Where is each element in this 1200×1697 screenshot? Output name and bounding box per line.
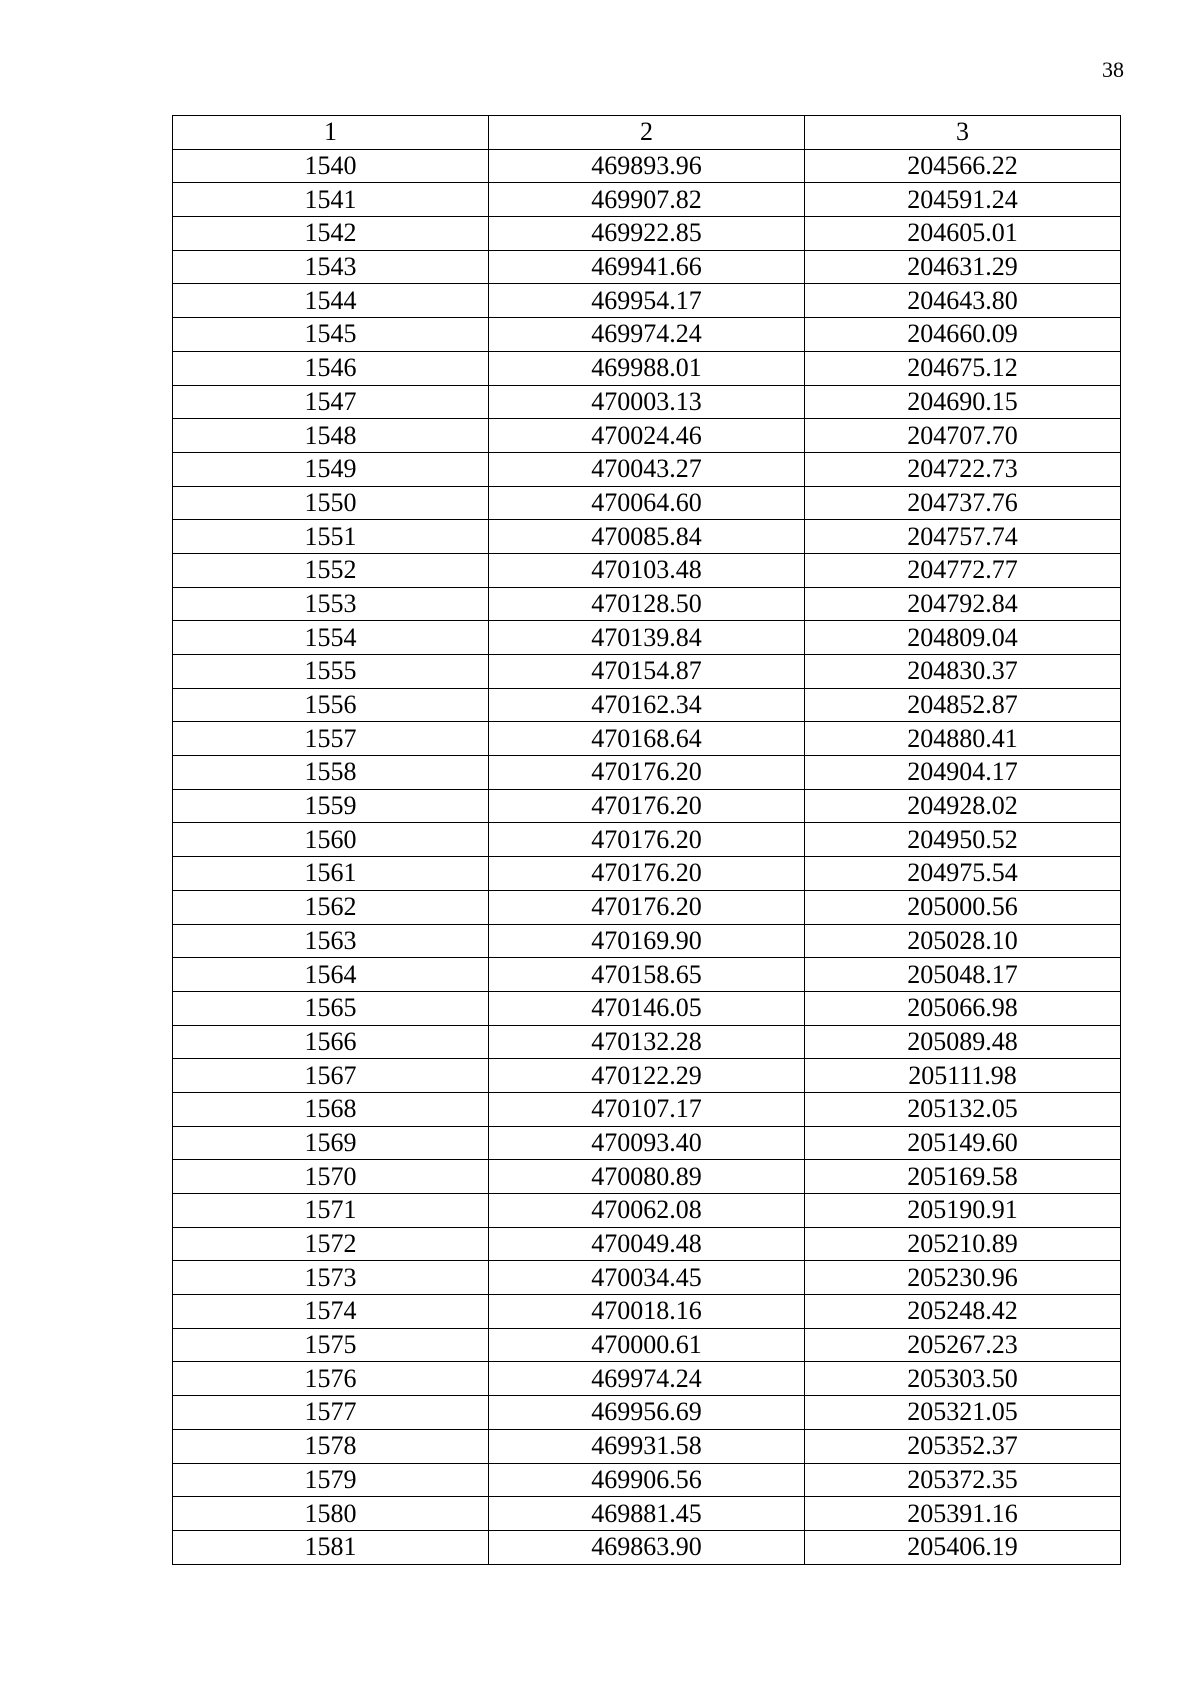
y-coordinate-cell: 205210.89	[805, 1227, 1121, 1261]
y-coordinate-cell: 205391.16	[805, 1497, 1121, 1531]
y-coordinate-cell: 205169.58	[805, 1160, 1121, 1194]
y-coordinate-cell: 205406.19	[805, 1530, 1121, 1564]
x-coordinate-cell: 469974.24	[489, 318, 805, 352]
point-number-cell: 1550	[173, 486, 489, 520]
point-number-cell: 1555	[173, 655, 489, 689]
point-number-cell: 1581	[173, 1530, 489, 1564]
x-coordinate-cell: 470103.48	[489, 553, 805, 587]
point-number-cell: 1573	[173, 1261, 489, 1295]
table-row	[173, 452, 1121, 486]
column-header-3: 3	[805, 116, 1121, 150]
table-row	[173, 553, 1121, 587]
y-coordinate-cell: 205303.50	[805, 1362, 1121, 1396]
point-number-cell: 1551	[173, 520, 489, 554]
point-number-cell: 1556	[173, 688, 489, 722]
table-row	[173, 1092, 1121, 1126]
y-coordinate-cell: 204975.54	[805, 857, 1121, 891]
table-row	[173, 1429, 1121, 1463]
y-coordinate-cell: 205048.17	[805, 958, 1121, 992]
point-number-cell: 1543	[173, 250, 489, 284]
y-coordinate-cell: 205248.42	[805, 1295, 1121, 1329]
x-coordinate-cell: 469956.69	[489, 1396, 805, 1430]
y-coordinate-cell: 205000.56	[805, 890, 1121, 924]
x-coordinate-cell: 470139.84	[489, 621, 805, 655]
x-coordinate-cell: 470107.17	[489, 1092, 805, 1126]
y-coordinate-cell: 205028.10	[805, 924, 1121, 958]
x-coordinate-cell: 470176.20	[489, 756, 805, 790]
point-number-cell: 1545	[173, 318, 489, 352]
x-coordinate-cell: 470168.64	[489, 722, 805, 756]
table-body	[173, 149, 1121, 1564]
table-row	[173, 1530, 1121, 1564]
x-coordinate-cell: 470176.20	[489, 789, 805, 823]
y-coordinate-cell: 205321.05	[805, 1396, 1121, 1430]
point-number-cell: 1565	[173, 991, 489, 1025]
point-number-cell: 1548	[173, 419, 489, 453]
y-coordinate-cell: 205267.23	[805, 1328, 1121, 1362]
y-coordinate-cell: 205132.05	[805, 1092, 1121, 1126]
table-row	[173, 1396, 1121, 1430]
y-coordinate-cell: 204852.87	[805, 688, 1121, 722]
point-number-cell: 1580	[173, 1497, 489, 1531]
y-coordinate-cell: 205352.37	[805, 1429, 1121, 1463]
y-coordinate-cell: 204690.15	[805, 385, 1121, 419]
y-coordinate-cell: 205111.98	[805, 1059, 1121, 1093]
x-coordinate-cell: 470018.16	[489, 1295, 805, 1329]
header-row	[173, 116, 1121, 150]
table-row	[173, 587, 1121, 621]
x-coordinate-cell: 469941.66	[489, 250, 805, 284]
point-number-cell: 1541	[173, 183, 489, 217]
x-coordinate-cell: 470176.20	[489, 890, 805, 924]
table-row	[173, 688, 1121, 722]
point-number-cell: 1569	[173, 1126, 489, 1160]
table-row	[173, 890, 1121, 924]
point-number-cell: 1579	[173, 1463, 489, 1497]
table-row	[173, 1227, 1121, 1261]
point-number-cell: 1576	[173, 1362, 489, 1396]
x-coordinate-cell: 469893.96	[489, 149, 805, 183]
x-coordinate-cell: 469931.58	[489, 1429, 805, 1463]
y-coordinate-cell: 204660.09	[805, 318, 1121, 352]
x-coordinate-cell: 470146.05	[489, 991, 805, 1025]
table-row	[173, 486, 1121, 520]
table-row	[173, 1261, 1121, 1295]
y-coordinate-cell: 205149.60	[805, 1126, 1121, 1160]
table-row	[173, 183, 1121, 217]
table-row	[173, 621, 1121, 655]
x-coordinate-cell: 470122.29	[489, 1059, 805, 1093]
point-number-cell: 1557	[173, 722, 489, 756]
x-coordinate-cell: 470043.27	[489, 452, 805, 486]
point-number-cell: 1549	[173, 452, 489, 486]
point-number-cell: 1577	[173, 1396, 489, 1430]
point-number-cell: 1552	[173, 553, 489, 587]
x-coordinate-cell: 469988.01	[489, 351, 805, 385]
point-number-cell: 1578	[173, 1429, 489, 1463]
y-coordinate-cell: 204757.74	[805, 520, 1121, 554]
x-coordinate-cell: 469881.45	[489, 1497, 805, 1531]
table-row	[173, 1328, 1121, 1362]
point-number-cell: 1572	[173, 1227, 489, 1261]
x-coordinate-cell: 470003.13	[489, 385, 805, 419]
point-number-cell: 1563	[173, 924, 489, 958]
y-coordinate-cell: 205089.48	[805, 1025, 1121, 1059]
y-coordinate-cell: 204707.70	[805, 419, 1121, 453]
x-coordinate-cell: 470093.40	[489, 1126, 805, 1160]
table-row	[173, 1362, 1121, 1396]
x-coordinate-cell: 470064.60	[489, 486, 805, 520]
table-row	[173, 520, 1121, 554]
y-coordinate-cell: 204605.01	[805, 217, 1121, 251]
y-coordinate-cell: 205066.98	[805, 991, 1121, 1025]
column-header-2: 2	[489, 116, 805, 150]
point-number-cell: 1547	[173, 385, 489, 419]
x-coordinate-cell: 470162.34	[489, 688, 805, 722]
table-row	[173, 991, 1121, 1025]
x-coordinate-cell: 470128.50	[489, 587, 805, 621]
y-coordinate-cell: 204675.12	[805, 351, 1121, 385]
point-number-cell: 1558	[173, 756, 489, 790]
table-row	[173, 284, 1121, 318]
x-coordinate-cell: 470085.84	[489, 520, 805, 554]
table-row	[173, 419, 1121, 453]
y-coordinate-cell: 204643.80	[805, 284, 1121, 318]
x-coordinate-cell: 469863.90	[489, 1530, 805, 1564]
point-number-cell: 1559	[173, 789, 489, 823]
point-number-cell: 1553	[173, 587, 489, 621]
point-number-cell: 1570	[173, 1160, 489, 1194]
table-row	[173, 1295, 1121, 1329]
y-coordinate-cell: 204591.24	[805, 183, 1121, 217]
x-coordinate-cell: 470062.08	[489, 1194, 805, 1228]
point-number-cell: 1542	[173, 217, 489, 251]
table-row	[173, 1194, 1121, 1228]
table-row	[173, 217, 1121, 251]
point-number-cell: 1564	[173, 958, 489, 992]
y-coordinate-cell: 204792.84	[805, 587, 1121, 621]
table-row	[173, 1463, 1121, 1497]
y-coordinate-cell: 204950.52	[805, 823, 1121, 857]
table-row	[173, 789, 1121, 823]
table-row	[173, 958, 1121, 992]
point-number-cell: 1562	[173, 890, 489, 924]
table-row	[173, 756, 1121, 790]
y-coordinate-cell: 204566.22	[805, 149, 1121, 183]
table-row	[173, 250, 1121, 284]
table-row	[173, 857, 1121, 891]
point-number-cell: 1568	[173, 1092, 489, 1126]
table-row	[173, 924, 1121, 958]
point-number-cell: 1575	[173, 1328, 489, 1362]
table-row	[173, 722, 1121, 756]
y-coordinate-cell: 204830.37	[805, 655, 1121, 689]
point-number-cell: 1561	[173, 857, 489, 891]
y-coordinate-cell: 204880.41	[805, 722, 1121, 756]
y-coordinate-cell: 204737.76	[805, 486, 1121, 520]
point-number-cell: 1571	[173, 1194, 489, 1228]
x-coordinate-cell: 470169.90	[489, 924, 805, 958]
page-number: 38	[1102, 57, 1124, 82]
y-coordinate-cell: 204809.04	[805, 621, 1121, 655]
point-number-cell: 1567	[173, 1059, 489, 1093]
x-coordinate-cell: 469922.85	[489, 217, 805, 251]
point-number-cell: 1566	[173, 1025, 489, 1059]
x-coordinate-cell: 469906.56	[489, 1463, 805, 1497]
column-header-1: 1	[173, 116, 489, 150]
point-number-cell: 1546	[173, 351, 489, 385]
point-number-cell: 1554	[173, 621, 489, 655]
y-coordinate-cell: 204928.02	[805, 789, 1121, 823]
coordinates-table	[172, 115, 1121, 1565]
y-coordinate-cell: 205230.96	[805, 1261, 1121, 1295]
y-coordinate-cell: 204904.17	[805, 756, 1121, 790]
x-coordinate-cell: 469907.82	[489, 183, 805, 217]
x-coordinate-cell: 470158.65	[489, 958, 805, 992]
table-row	[173, 655, 1121, 689]
x-coordinate-cell: 470176.20	[489, 823, 805, 857]
y-coordinate-cell: 204722.73	[805, 452, 1121, 486]
table-row	[173, 1160, 1121, 1194]
x-coordinate-cell: 470049.48	[489, 1227, 805, 1261]
x-coordinate-cell: 470080.89	[489, 1160, 805, 1194]
table-row	[173, 351, 1121, 385]
point-number-cell: 1574	[173, 1295, 489, 1329]
table-row	[173, 1126, 1121, 1160]
x-coordinate-cell: 470024.46	[489, 419, 805, 453]
x-coordinate-cell: 470034.45	[489, 1261, 805, 1295]
table-row	[173, 1059, 1121, 1093]
y-coordinate-cell: 205190.91	[805, 1194, 1121, 1228]
x-coordinate-cell: 470132.28	[489, 1025, 805, 1059]
x-coordinate-cell: 470176.20	[489, 857, 805, 891]
y-coordinate-cell: 204772.77	[805, 553, 1121, 587]
y-coordinate-cell: 204631.29	[805, 250, 1121, 284]
table-row	[173, 385, 1121, 419]
x-coordinate-cell: 469974.24	[489, 1362, 805, 1396]
point-number-cell: 1544	[173, 284, 489, 318]
y-coordinate-cell: 205372.35	[805, 1463, 1121, 1497]
table-row	[173, 1025, 1121, 1059]
table-header	[173, 116, 1121, 150]
point-number-cell: 1540	[173, 149, 489, 183]
x-coordinate-cell: 470000.61	[489, 1328, 805, 1362]
point-number-cell: 1560	[173, 823, 489, 857]
x-coordinate-cell: 470154.87	[489, 655, 805, 689]
x-coordinate-cell: 469954.17	[489, 284, 805, 318]
table-row	[173, 1497, 1121, 1531]
table-row	[173, 823, 1121, 857]
table-row	[173, 318, 1121, 352]
table-row	[173, 149, 1121, 183]
